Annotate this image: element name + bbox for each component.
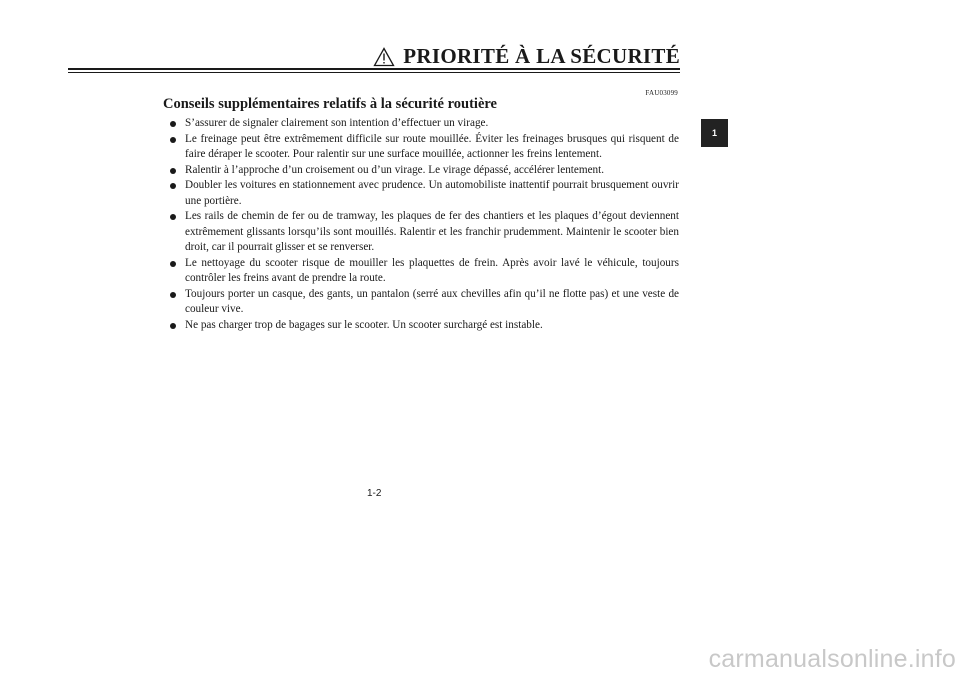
header-rule-thin <box>68 72 680 73</box>
list-item-text: Ne pas charger trop de bagages sur le scooter. Un scooter surchargé est instable. <box>185 318 543 331</box>
chapter-tab: 1 <box>701 119 728 147</box>
list-item-text: Les rails de chemin de fer ou de tramway, les plaques de fer des chantiers et les plaques d’égout deviennent extrêmement glissants lorsqu’ils sont mouillés. Ralentir et les franchir prudemment. Maintenir le scooter bien droit, car il pourrait glisser et se renverser. <box>185 210 679 253</box>
list-item-text: Le nettoyage du scooter risque de mouiller les plaquettes de frein. Après avoir lavé le véhicule, toujours contrôler les freins avant de prendre la route. <box>185 256 679 284</box>
bullet-icon <box>170 323 176 329</box>
list-item <box>168 209 679 256</box>
warning-triangle-icon <box>373 47 395 67</box>
page-header <box>373 44 680 69</box>
safety-tips-list <box>168 116 679 333</box>
header-rule-thick <box>68 68 680 70</box>
bullet-icon <box>170 214 176 220</box>
list-item <box>168 318 679 334</box>
list-item-text: Doubler les voitures en stationnement avec prudence. Un automobiliste inattentif pourrait brusquement ouvrir une portière. <box>185 179 679 207</box>
list-item <box>168 287 679 318</box>
list-item <box>168 132 679 163</box>
page-title: PRIORITÉ À LA SÉCURITÉ <box>403 44 680 68</box>
reference-code: FAU03099 <box>645 89 678 97</box>
bullet-icon <box>170 292 176 298</box>
list-item-text: Ralentir à l’approche d’un croisement ou d’un virage. Le virage dépassé, accélérer lentement. <box>185 163 605 176</box>
list-item <box>168 178 679 209</box>
watermark: carmanualsonline.info <box>708 645 956 673</box>
bullet-icon <box>170 261 176 267</box>
bullet-icon <box>170 121 176 127</box>
bullet-icon <box>170 168 176 174</box>
bullet-icon <box>170 137 176 143</box>
list-item-text: Toujours porter un casque, des gants, un pantalon (serré aux chevilles afin qu’il ne flotte pas) et une veste de couleur vive. <box>185 287 679 315</box>
bullet-icon <box>170 183 176 189</box>
section-title: Conseils supplémentaires relatifs à la sécurité routière <box>163 96 497 112</box>
list-item-text: Le freinage peut être extrêmement difficile sur route mouillée. Éviter les freinages brusques qui risquent de faire déraper le scooter. Pour ralentir sur une surface mouillée, actionner les freins lentement. <box>185 132 679 160</box>
list-item <box>168 256 679 287</box>
list-item-text: S’assurer de signaler clairement son intention d’effectuer un virage. <box>185 117 489 129</box>
list-item <box>168 163 679 179</box>
page-number: 1-2 <box>367 488 382 499</box>
list-item <box>168 116 679 132</box>
